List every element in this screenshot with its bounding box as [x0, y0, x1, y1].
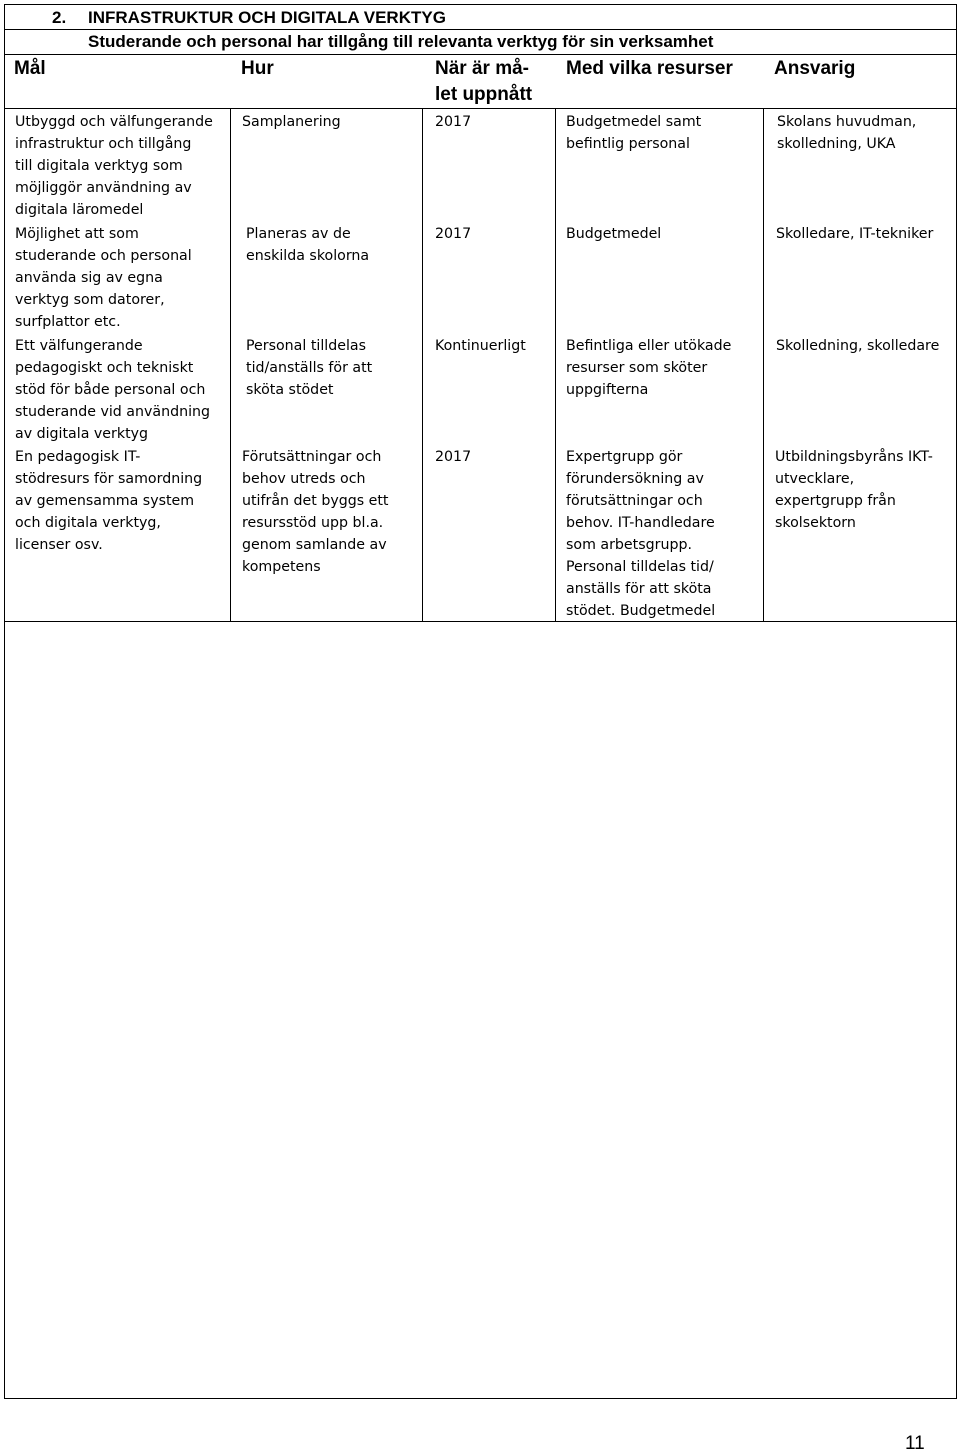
header-nar-line2: let uppnått: [435, 84, 533, 105]
cell-line: möjliggör användning av: [15, 180, 192, 196]
cell-line: resurser som sköter: [566, 360, 708, 376]
cell-nar-row-4: [435, 446, 471, 468]
cell-line: Personal tilldelas: [246, 338, 366, 354]
section-subtitle: Studerande och personal har tillgång till relevanta verktyg för sin verksamhet: [88, 32, 714, 51]
cell-line: surfplattor etc.: [15, 314, 121, 330]
cell-line: Skolledare, IT-tekniker: [776, 226, 934, 242]
cell-nar-row-1: [435, 111, 471, 133]
cell-resurser-row-3: [566, 335, 731, 401]
cell-line: Samplanering: [242, 114, 341, 130]
cell-line: Budgetmedel: [566, 226, 662, 242]
col-divider-1: [230, 108, 231, 622]
rule-table-bottom: [4, 621, 957, 622]
col-divider-3: [555, 108, 556, 622]
cell-ansvarig-row-3: [776, 335, 939, 357]
cell-line: Utbildningsbyråns IKT-: [775, 449, 933, 465]
section-number: 2.: [52, 8, 67, 27]
page-number: 11: [905, 1433, 925, 1454]
cell-line: behov. IT-handledare: [566, 515, 715, 531]
rule-below-subtitle: [4, 54, 957, 55]
cell-line: utifrån det byggs ett: [242, 493, 389, 509]
cell-line: och digitala verktyg,: [15, 515, 161, 531]
header-hur: Hur: [241, 58, 274, 79]
cell-resurser-row-4: [566, 446, 715, 622]
header-ansvarig: Ansvarig: [774, 58, 856, 79]
cell-line: förutsättningar och: [566, 493, 703, 509]
cell-line: av digitala verktyg: [15, 426, 149, 442]
cell-mal-row-4: [15, 446, 202, 556]
cell-line: studerande och personal: [15, 248, 192, 264]
header-nar-line1: När är må-: [435, 58, 529, 79]
cell-line: licenser osv.: [15, 537, 103, 553]
cell-line: Förutsättningar och: [242, 449, 382, 465]
cell-line: Möjlighet att som: [15, 226, 139, 242]
cell-line: skolledning, UKA: [777, 136, 896, 152]
cell-hur-row-3: [246, 335, 372, 401]
cell-mal-row-3: [15, 335, 210, 445]
cell-line: av gemensamma system: [15, 493, 195, 509]
cell-line: 2017: [435, 114, 472, 130]
cell-nar-row-2: [435, 223, 471, 245]
cell-line: behov utreds och: [242, 471, 366, 487]
cell-line: Kontinuerligt: [435, 338, 526, 354]
cell-line: Utbyggd och välfungerande: [15, 114, 213, 130]
col-divider-2: [422, 108, 423, 622]
cell-line: till digitala verktyg som: [15, 158, 183, 174]
cell-line: Budgetmedel samt: [566, 114, 702, 130]
cell-line: stöd för både personal och: [15, 382, 206, 398]
cell-line: enskilda skolorna: [246, 248, 370, 264]
header-mal: Mål: [14, 58, 46, 79]
cell-line: Befintliga eller utökade: [566, 338, 732, 354]
col-divider-4: [763, 108, 764, 622]
cell-line: Planeras av de: [246, 226, 351, 242]
cell-ansvarig-row-1: [777, 111, 916, 155]
cell-line: resursstöd upp bl.a.: [242, 515, 384, 531]
cell-hur-row-2: [246, 223, 369, 267]
cell-line: Skolledning, skolledare: [776, 338, 940, 354]
cell-line: skolsektorn: [775, 515, 856, 531]
cell-hur-row-1: [242, 111, 341, 133]
cell-line: genom samlande av: [242, 537, 387, 553]
cell-line: digitala läromedel: [15, 202, 144, 218]
cell-line: Ett välfungerande: [15, 338, 143, 354]
cell-line: som arbetsgrupp.: [566, 537, 692, 553]
cell-resurser-row-2: [566, 223, 661, 245]
cell-line: expertgrupp från: [775, 493, 896, 509]
cell-line: utvecklare,: [775, 471, 855, 487]
cell-line: studerande vid användning: [15, 404, 211, 420]
cell-ansvarig-row-4: [775, 446, 933, 534]
cell-hur-row-4: [242, 446, 389, 578]
cell-line: En pedagogisk IT-: [15, 449, 141, 465]
cell-line: 2017: [435, 226, 472, 242]
cell-mal-row-2: [15, 223, 192, 333]
cell-line: använda sig av egna: [15, 270, 163, 286]
section-title: INFRASTRUKTUR OCH DIGITALA VERKTYG: [88, 8, 446, 27]
rule-below-header: [4, 108, 957, 109]
cell-line: verktyg som datorer,: [15, 292, 165, 308]
cell-line: förundersökning av: [566, 471, 704, 487]
cell-line: pedagogiskt och tekniskt: [15, 360, 194, 376]
cell-line: sköta stödet: [246, 382, 334, 398]
cell-mal-row-1: [15, 111, 213, 221]
cell-line: Expertgrupp gör: [566, 449, 683, 465]
cell-line: befintlig personal: [566, 136, 690, 152]
header-resurser: Med vilka resurser: [566, 58, 733, 79]
cell-resurser-row-1: [566, 111, 701, 155]
cell-line: tid/anställs för att: [246, 360, 373, 376]
cell-ansvarig-row-2: [776, 223, 933, 245]
cell-line: stödet. Budgetmedel: [566, 603, 716, 619]
cell-line: Skolans huvudman,: [777, 114, 917, 130]
cell-line: Personal tilldelas tid/: [566, 559, 714, 575]
rule-below-title: [4, 29, 957, 30]
cell-nar-row-3: [435, 335, 526, 357]
cell-line: infrastruktur och tillgång: [15, 136, 192, 152]
cell-line: anställs för att sköta: [566, 581, 712, 597]
cell-line: uppgifterna: [566, 382, 649, 398]
cell-line: 2017: [435, 449, 472, 465]
cell-line: kompetens: [242, 559, 321, 575]
cell-line: stödresurs för samordning: [15, 471, 203, 487]
